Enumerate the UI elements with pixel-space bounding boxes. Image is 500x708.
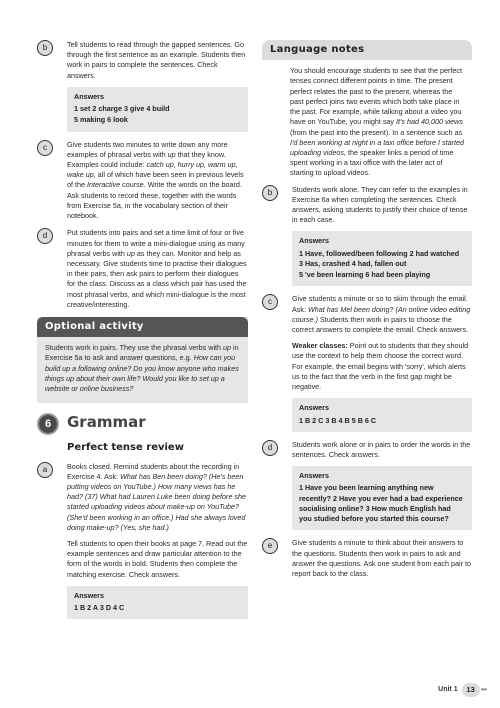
step-d-left — [37, 228, 248, 310]
answers-box-6c — [292, 398, 472, 431]
step-c-right — [262, 294, 472, 431]
dots-icon: ••• — [480, 685, 486, 695]
answers-line: 1 Have you been learning anything new recently? 2 Have you ever had a bad experience socialising online? 3 How much English had you studied before you started this course? — [299, 483, 463, 524]
step-c-left — [37, 140, 248, 222]
answers-line: 1 B 2 C 3 B 4 B 5 B 6 C — [299, 415, 377, 425]
section-title: Grammar — [67, 413, 146, 432]
answers-line: 1 Have, followed/been following 2 had watched 3 Has, crashed 4 had, fallen out — [299, 248, 460, 268]
section-number-badge: 6 — [37, 413, 59, 435]
unit-label: Unit 1 — [438, 686, 458, 694]
step-b-right — [262, 185, 472, 287]
answers-box-5b — [67, 87, 248, 132]
language-notes-heading: Language notes — [262, 40, 472, 60]
language-notes-text: You should encourage students to see that the perfect tenses connect different points in time. The present perfect relates the past to the present, whereas the past perfect joins two events which both take place in the past. For example, while talking about a video you have on YouTube, you might say It's had 40,000 views (from the past into the present). In a sentence such as I'd been working at night in a taxi office before I started uploading videos, the speaker links a period of time spent working in a taxi office with the later act of starting to upload videos. — [290, 66, 464, 178]
step-b-instructions: Students work alone. They can refer to the examples in Exercise 6a when completing the sentences. Check answers, asking students to justify their choice of tense in each case. — [292, 184, 468, 225]
answers-box-6b — [292, 231, 472, 286]
step-letter-b: b — [262, 185, 278, 201]
optional-activity-body: Students work in pairs. They use the phrasal verbs with up in Exercise 5a to ask and answer questions, e.g. How can you build up a following online? Do you know anyone who makes things up about their own life? Would you like to set up a website or online business? — [45, 343, 239, 394]
section-header — [37, 413, 248, 435]
answers-box-6a — [67, 586, 248, 619]
answers-line: 1 set 2 charge 3 give 4 build — [74, 104, 170, 114]
step-a-instructions: Books closed. Remind students about the recording in Exercise 4. Ask: What has Ben been doing? (He's been putting videos on YouTube.) How many views has he had? (37) What had Lauren Luke been doing before she started uploading videos about make-up on YouTube? (She'd been working in an office.) Had she always loved doing make-up? (Yes, she had.) — [67, 461, 247, 532]
step-letter-d: d — [37, 228, 53, 244]
right-column — [262, 40, 472, 586]
step-letter-c: c — [262, 294, 278, 310]
step-c-instructions: Give students two minutes to write down any more examples of phrasal verbs with up that they know. Examples could include: catch up, hurry up, warm up, wake up, all of which have been seen in previous levels of the Interactive course. Write the words on the board. Ask students to record these, together with the words from Exercise 5a, in the vocabulary section of their notebook. — [67, 139, 244, 221]
step-b-instructions: Tell students to read through the gapped sentences. Go through the first sentence as an example. Students then work in pairs to complete the sentences. Check answers. — [67, 40, 246, 80]
step-b-left — [37, 40, 248, 132]
weaker-classes-note: Weaker classes: Point out to students that they should use the context to help them choose the correct word. For example, the email begins with 'sorry', which alerts us to the fact that the verb in the first gap might be negative. — [292, 341, 469, 392]
page-number: 13 — [462, 683, 480, 697]
step-a-instructions-2: Tell students to open their books at page 7. Read out the example sentences and draw particular attention to the form of the words in bold. Students then complete the matching exercise. Check answers. — [67, 539, 248, 579]
step-letter-b: b — [37, 40, 53, 56]
optional-activity-heading: Optional activity — [37, 317, 248, 337]
step-letter-d: d — [262, 440, 278, 456]
section-subtitle: Perfect tense review — [67, 442, 184, 454]
step-c-instructions: Give students a minute or so to skim through the email. Ask: What has Mel been doing? (An online video editing course.) Students then work in pairs to choose the correct answers to complete the email. Check answers. — [292, 294, 471, 334]
answers-line: 1 B 2 A 3 D 4 C — [74, 603, 125, 613]
step-letter-a: a — [37, 462, 53, 478]
step-e-instructions: Give students a minute to think about their answers to the questions. Students then work in pairs to ask and answer the questions. Ask one student from each pair to report back to the class. — [292, 538, 471, 578]
optional-activity-panel — [37, 317, 248, 403]
step-d-instructions: Students work alone or in pairs to order the words in the sentences. Check answers. — [292, 439, 471, 459]
step-letter-e: e — [262, 538, 278, 554]
step-d-instructions: Put students into pairs and set a time limit of four or five minutes for them to write a mini-dialogue using as many phrasal verbs with up as they can. Monitor and help as necessary. Give students time to practise their dialogues in their pairs, then ask pairs to perform their dialogues for the class. Discuss as a class which pair has used the most phrasal verbs, and which mini-dialogue is the most creative/interesting. — [67, 228, 247, 309]
answers-title: Answers — [299, 403, 329, 413]
answers-title: Answers — [299, 236, 329, 246]
step-letter-c: c — [37, 140, 53, 156]
step-a-left — [37, 462, 248, 620]
answers-line: 5 've been learning 6 had been playing — [299, 270, 431, 280]
left-column — [37, 40, 248, 627]
language-notes-panel — [262, 40, 472, 179]
answers-title: Answers — [299, 471, 329, 481]
answers-title: Answers — [74, 91, 104, 101]
answers-line: 5 making 6 look — [74, 115, 128, 125]
answers-box-6d — [292, 466, 472, 530]
page-footer — [438, 683, 486, 697]
step-e-right — [262, 538, 472, 579]
step-d-right — [262, 440, 472, 531]
answers-title: Answers — [74, 590, 104, 600]
